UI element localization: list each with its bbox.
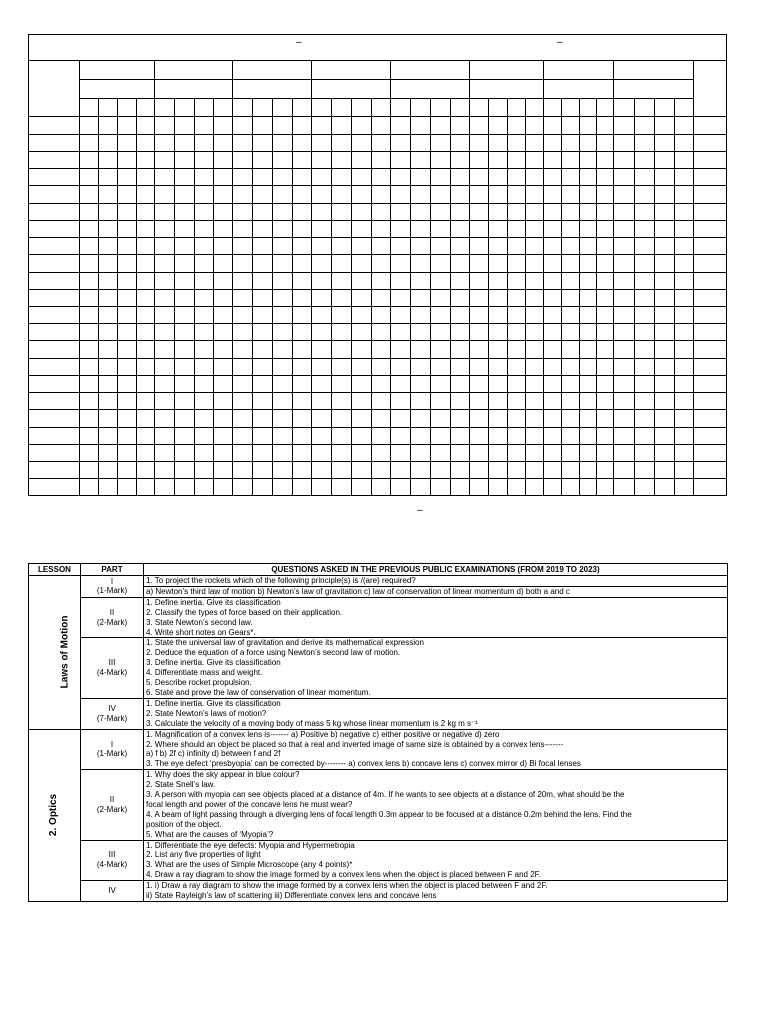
question-text: 6. State and prove the law of conservation of linear momentum. [146,687,371,697]
question-text: 2. Where should an object be placed so that a real and inverted image of same size is obtained by a convex lens------- [146,739,564,749]
question-text: 4. Differentiate mass and weight. [146,668,263,678]
question-text: 2. Classify the types of force based on their application. [146,607,343,617]
part-cell [81,698,144,729]
questions-table [28,563,728,902]
table-row [29,597,728,638]
question-text: focal length and power of the concave lens he must wear? [146,799,353,809]
table-header-row [29,564,728,576]
table-row [29,638,728,698]
part-cell [81,597,144,638]
question-text: 1. Magnification of a convex lens is------- a) Positive b) negative c) either positive or negative d) zero [146,729,500,739]
lesson-cell [29,729,81,901]
grid-header-dash-2: – [557,37,563,48]
part-marks: (1-Mark) [96,749,128,759]
part-cell [81,840,144,881]
part-number: II [109,794,115,804]
part-marks: (2-Mark) [96,804,128,814]
question-text: 5. Describe rocket propulsion. [146,678,252,688]
questions-cell [144,729,728,770]
lesson-cell [29,576,81,730]
part-cell [81,881,144,902]
part-cell [81,729,144,770]
part-number: IV [108,703,116,713]
question-text: 4. A beam of light passing through a diverging lens of focal length 0.3m appear to be focused at a distance 0.2m behind the lens. Find the [146,809,632,819]
question-text: 4. Write short notes on Gears*. [146,627,256,637]
part-number: II [109,607,115,617]
part-marks: (7-Mark) [96,713,128,723]
part-cell [81,770,144,840]
question-text: 1. Differentiate the eye defects: Myopia and Hypermetropia [146,840,355,850]
questions-body [29,576,728,902]
question-text: 4. Draw a ray diagram to show the image formed by a convex lens when the object is placed between F and 2F. [146,870,541,880]
question-text: 3. The eye defect ‘presbyopia’ can be corrected by-------- a) convex lens b) concave lens c) convex mirror d) Bi focal lenses [146,759,581,769]
question-text: 2. Deduce the equation of a force using Newton’s second law of motion. [146,648,401,658]
blank-grid-lines [28,34,727,496]
part-cell [81,638,144,698]
questions-cell [144,638,728,698]
part-marks: (1-Mark) [96,586,128,596]
part-number: I [110,576,114,586]
question-text: 3. What are the uses of Simple Microscope (any 4 points)* [146,860,353,870]
header-part: PART [81,564,144,576]
page-dash: – [417,505,423,516]
questions-cell [144,840,728,881]
questions-cell [144,597,728,638]
questions-cell [144,576,728,598]
question-text: 1. Define inertia. Give its classification [146,698,281,708]
question-text: a) Newton’s third law of motion b) Newton’s law of gravitation c) law of conservation of linear momentum d) both a and c [146,586,570,596]
part-marks: (4-Mark) [96,668,128,678]
lesson-name: Laws of Motion [59,615,71,689]
lesson-name: 2. Optics [48,794,60,837]
question-text: 2. List any five properties of light [146,850,261,860]
question-text: 3. A person with myopia can see objects placed at a distance of 4m. If he wants to see objects at a distance of 20m, what should be the [146,790,625,800]
question-text: a) f b) 2f c) infinity d) between f and 2f [146,749,281,759]
question-text: 5. What are the causes of ‘Myopia’? [146,829,274,839]
questions-cell [144,698,728,729]
questions-cell [144,881,728,902]
table-row [29,770,728,840]
questions-cell [144,770,728,840]
table-row [29,881,728,902]
part-cell [81,576,144,598]
question-text: 1. State the universal law of gravitation and derive its mathematical expression [146,638,424,648]
part-number: IV [108,886,116,896]
question-text: 1. Define inertia. Give its classification [146,597,281,607]
header-lesson: LESSON [29,564,81,576]
table-row [29,698,728,729]
part-number: III [108,850,116,860]
question-text: ii) State Rayleigh’s law of scattering iii) Differentiate convex lens and concave lens [146,891,437,901]
grid-header-dash-1: – [296,37,302,48]
table-row [29,840,728,881]
header-questions: QUESTIONS ASKED IN THE PREVIOUS PUBLIC EXAMINATIONS (FROM 2019 TO 2023) [144,564,728,576]
table-row [29,576,728,598]
part-marks: (4-Mark) [96,860,128,870]
question-text: 3. Calculate the velocity of a moving body of mass 5 kg whose linear momentum is 2 kg m s⁻¹ [146,718,478,728]
question-text: 1. Why does the sky appear in blue colour? [146,770,300,780]
question-text: 2. State Newton’s laws of motion? [146,708,267,718]
part-number: III [108,658,116,668]
grid-border [29,35,727,496]
question-text: 1. To project the rockets which of the following principle(s) is /(are) required? [146,576,416,585]
table-row [29,729,728,770]
question-text: 2. State Snell’s law. [146,780,216,790]
question-text: 3. Define inertia. Give its classification [146,658,281,668]
blank-grid [28,34,727,496]
part-number: I [110,739,114,749]
question-text: 1. i) Draw a ray diagram to show the image formed by a convex lens when the object is placed between F and 2F. [146,881,548,891]
part-marks: (2-Mark) [96,617,128,627]
question-text: 3. State Newton’s second law. [146,617,253,627]
question-text: position of the object. [146,819,222,829]
